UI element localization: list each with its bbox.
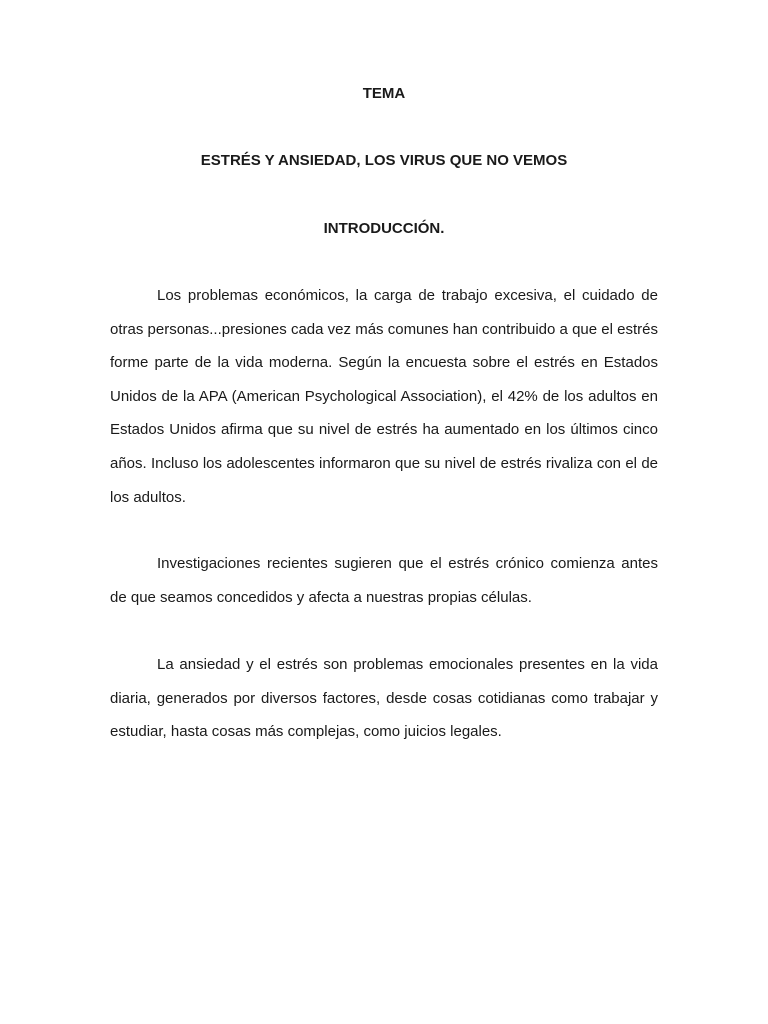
intro-paragraph-3: La ansiedad y el estrés son problemas emocionales presentes en la vida diaria, generados por diversos factores, desde cosas cotidianas como trabajar y estudiar, hasta cosas más complejas, como juicios legales.	[110, 656, 658, 741]
intro-paragraph-1: Los problemas económicos, la carga de trabajo excesiva, el cuidado de otras personas...presiones cada vez más comunes han contribuido a que el estrés forme parte de la vida moderna. Según la encuesta sobre el estrés en Estados Unidos de la APA (American Psychological Association), el 42% de los adultos en Estados Unidos afirma que su nivel de estrés ha aumentado en los últimos cinco años. Incluso los adolescentes informaron que su nivel de estrés rivaliza con el de los adultos.	[110, 287, 658, 506]
document-title: ESTRÉS Y ANSIEDAD, LOS VIRUS QUE NO VEMOS	[200, 152, 568, 169]
section-heading: INTRODUCCIÓN.	[323, 220, 445, 237]
intro-paragraph-2: Investigaciones recientes sugieren que el estrés crónico comienza antes de que seamos concedidos y afecta a nuestras propias células.	[110, 555, 658, 606]
topic-label: TEMA	[362, 85, 406, 102]
